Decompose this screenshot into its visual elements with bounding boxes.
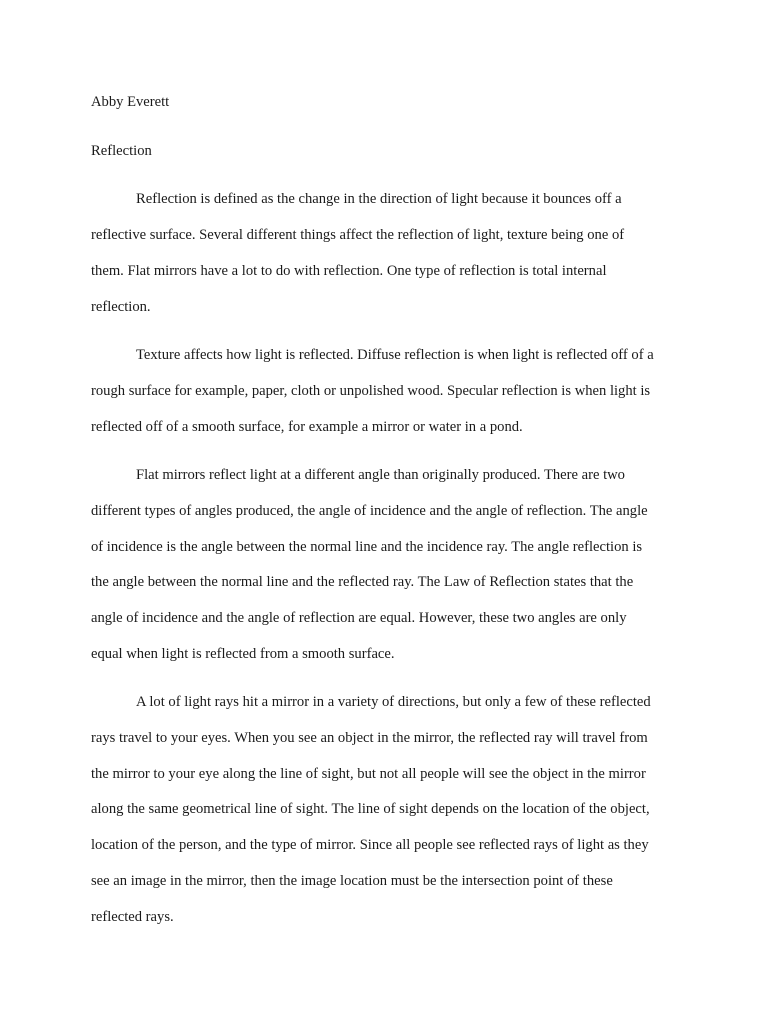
- author-name: Abby Everett: [91, 94, 170, 110]
- paragraph-line: the angle between the normal line and the reflected ray. The Law of Reflection states that the: [91, 574, 634, 590]
- paragraph-line: rays travel to your eyes. When you see an object in the mirror, the reflected ray will travel from: [91, 730, 648, 746]
- paragraph-line: A lot of light rays hit a mirror in a variety of directions, but only a few of these reflected: [136, 694, 651, 710]
- paragraph-line: reflective surface. Several different things affect the reflection of light, texture being one of: [91, 227, 625, 243]
- paragraph-line: see an image in the mirror, then the image location must be the intersection point of these: [91, 873, 613, 889]
- paragraph-line: different types of angles produced, the angle of incidence and the angle of reflection. The angle: [91, 503, 648, 519]
- paragraph-line: them. Flat mirrors have a lot to do with reflection. One type of reflection is total internal: [91, 263, 607, 279]
- paragraph-line: the mirror to your eye along the line of sight, but not all people will see the object in the mirror: [91, 766, 646, 782]
- paragraph-line: angle of incidence and the angle of reflection are equal. However, these two angles are only: [91, 610, 627, 626]
- paragraph-line: rough surface for example, paper, cloth or unpolished wood. Specular reflection is when light is: [91, 383, 651, 399]
- paragraph-line: reflected off of a smooth surface, for example a mirror or water in a pond.: [91, 419, 523, 435]
- paragraph-line: Texture affects how light is reflected. Diffuse reflection is when light is reflected off of a: [136, 347, 654, 363]
- paragraph-line: location of the person, and the type of mirror. Since all people see reflected rays of light as they: [91, 837, 649, 853]
- document-title: Reflection: [91, 143, 152, 159]
- paragraph-line: along the same geometrical line of sight. The line of sight depends on the location of the object,: [91, 801, 650, 817]
- paragraph-line: of incidence is the angle between the normal line and the incidence ray. The angle reflection is: [91, 539, 643, 555]
- paragraph-line: Flat mirrors reflect light at a different angle than originally produced. There are two: [136, 467, 625, 483]
- paragraph-line: reflected rays.: [91, 909, 174, 925]
- paragraph-line: reflection.: [91, 299, 151, 315]
- paragraph-line: equal when light is reflected from a smooth surface.: [91, 646, 395, 662]
- paragraph-line: Reflection is defined as the change in the direction of light because it bounces off a: [136, 191, 622, 207]
